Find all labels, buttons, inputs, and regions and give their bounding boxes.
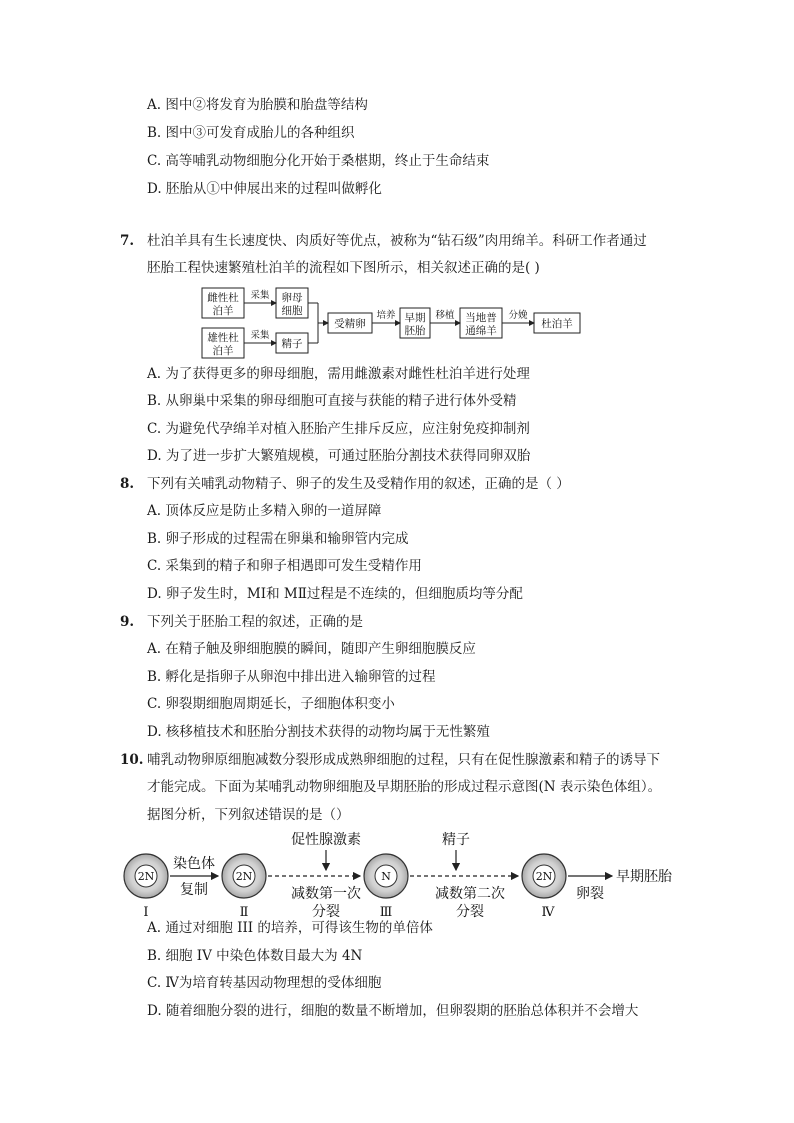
cell-3-ploidy: N — [381, 870, 391, 883]
transfer-label: 移植 — [435, 310, 455, 321]
q7-stem-line2: 胚胎工程快速繁殖杜泊羊的流程如下图所示，相关叙述正确的是( ) — [147, 260, 540, 276]
culture-label: 培养 — [376, 310, 396, 321]
q10-oocyte-diagram — [118, 830, 678, 920]
q6-option-d: D. 胚胎从①中伸展出来的过程叫做孵化 — [147, 181, 382, 197]
cell-1-label: Ⅰ — [143, 905, 149, 920]
step1-line1: 染色体 — [173, 856, 215, 872]
cleavage-label: 卵裂 — [576, 886, 604, 902]
cell-2-label: Ⅱ — [239, 905, 249, 920]
birth-label: 分娩 — [508, 310, 528, 321]
female-label-1: 雌性杜 — [207, 292, 239, 304]
q7-option-c: C. 为避免代孕绵羊对植入胚胎产生排斥反应，应注射免疫抑制剂 — [147, 421, 530, 437]
q9-option-d: D. 核移植技术和胚胎分割技术获得的动物均属于无性繁殖 — [147, 724, 490, 740]
q10-option-c: C. Ⅳ为培育转基因动物理想的受体细胞 — [147, 975, 382, 991]
q10-stem-line2: 才能完成。下面为某哺乳动物卵细胞及早期胚胎的形成过程示意图(N 表示染色体组）。 — [147, 779, 662, 795]
q7-stem-line1: 杜泊羊具有生长速度快、肉质好等优点，被称为“钻石级”肉用绵羊。科研工作者通过 — [147, 233, 647, 249]
q9-stem: 下列关于胚胎工程的叙述，正确的是 — [147, 614, 363, 630]
q10-option-d: D. 随着细胞分裂的进行，细胞的数量不断增加，但卵裂期的胚胎总体积并不会增大 — [147, 1003, 639, 1019]
early-embryo-label-1: 早期 — [404, 312, 426, 324]
q8-option-d: D. 卵子发生时，MⅠ和 MⅡ过程是不连续的，但细胞质均等分配 — [147, 586, 523, 602]
q9-option-a: A. 在精子触及卵细胞膜的瞬间，随即产生卵细胞膜反应 — [147, 641, 476, 657]
zygote-label: 受精卵 — [334, 318, 366, 330]
q7-option-a: A. 为了获得更多的卵母细胞，需用雌激素对雌性杜泊羊进行处理 — [147, 366, 530, 382]
surrogate-label-2: 通绵羊 — [465, 325, 497, 337]
q9-number: 9. — [120, 614, 135, 630]
step2-line2: 分裂 — [312, 904, 340, 920]
q10-option-a: A. 通过对细胞 III 的培养，可得该生物的单倍体 — [147, 920, 433, 936]
step3-line2: 分裂 — [456, 904, 484, 920]
male-label-1: 雄性杜 — [207, 332, 239, 344]
cell-1-ploidy: 2N — [137, 870, 155, 883]
step3-line1: 减数第二次 — [435, 886, 505, 902]
q10-number: 10. — [120, 752, 144, 768]
collect-label-1: 采集 — [250, 290, 270, 301]
q6-option-c: C. 高等哺乳动物细胞分化开始于桑椹期，终止于生命结束 — [147, 153, 490, 169]
q8-stem: 下列有关哺乳动物精子、卵子的发生及受精作用的叙述，正确的是（ ） — [147, 476, 570, 492]
male-label-2: 泊羊 — [212, 345, 234, 357]
cell-4-label: Ⅳ — [541, 905, 555, 920]
q8-option-c: C. 采集到的精子和卵子相遇即可发生受精作用 — [147, 558, 422, 574]
q7-flow-diagram — [200, 284, 590, 362]
q6-option-a: A. 图中②将发育为胎膜和胎盘等结构 — [147, 97, 368, 113]
step1-line2: 复制 — [180, 882, 208, 898]
step2-line1: 减数第一次 — [291, 886, 361, 902]
result-label: 杜泊羊 — [541, 318, 573, 330]
cell-4-ploidy: 2N — [535, 870, 553, 883]
early-embryo-label-2: 胚胎 — [404, 325, 426, 337]
q9-option-c: C. 卵裂期细胞周期延长，子细胞体积变小 — [147, 696, 395, 712]
q6-option-b: B. 图中③可发育成胎儿的各种组织 — [147, 125, 355, 141]
early-embryo-label: 早期胚胎 — [616, 869, 672, 885]
q10-stem-line3: 据图分析，下列叙述错误的是（） — [147, 807, 350, 823]
egg-label-1: 卵母 — [281, 292, 303, 304]
q10-option-b: B. 细胞 IV 中染色体数目最大为 4N — [147, 948, 363, 964]
hormone-label: 促性腺激素 — [291, 832, 361, 848]
collect-label-2: 采集 — [250, 330, 270, 341]
q9-option-b: B. 孵化是指卵子从卵泡中排出进入输卵管的过程 — [147, 669, 436, 685]
surrogate-label-1: 当地普 — [465, 312, 497, 324]
sperm-label: 精子 — [442, 832, 470, 848]
q7-option-d: D. 为了进一步扩大繁殖规模，可通过胚胎分割技术获得同卵双胎 — [147, 448, 531, 464]
female-label-2: 泊羊 — [212, 305, 234, 317]
q7-number: 7. — [120, 233, 135, 249]
q8-option-a: A. 顶体反应是防止多精入卵的一道屏障 — [147, 503, 382, 519]
q7-option-b: B. 从卵巢中采集的卵母细胞可直接与获能的精子进行体外受精 — [147, 393, 517, 409]
q10-stem-line1: 哺乳动物卵原细胞减数分裂形成成熟卵细胞的过程，只有在促性腺激素和精子的诱导下 — [147, 752, 660, 768]
q8-number: 8. — [120, 476, 135, 492]
egg-label-2: 细胞 — [281, 305, 303, 317]
cell-2-ploidy: 2N — [235, 870, 253, 883]
sperm-label: 精子 — [281, 338, 303, 350]
cell-3-label: Ⅲ — [379, 905, 393, 920]
q8-option-b: B. 卵子形成的过程需在卵巢和输卵管内完成 — [147, 531, 409, 547]
